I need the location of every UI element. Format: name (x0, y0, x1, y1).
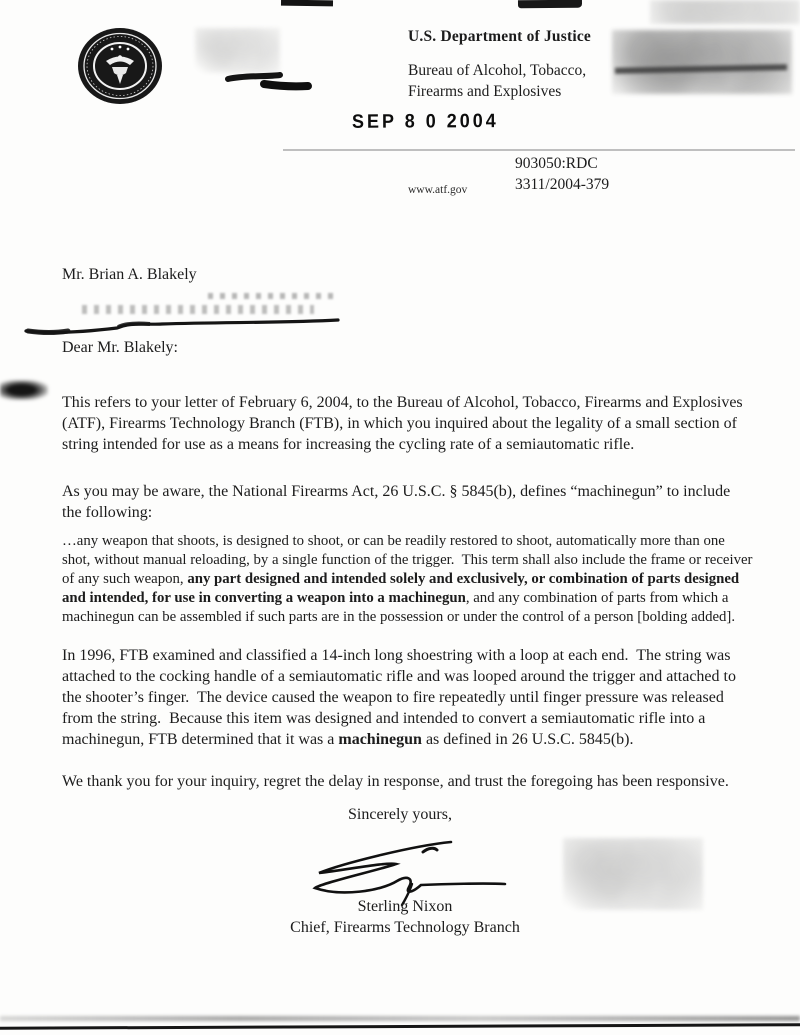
paragraph-1996-classification (62, 645, 748, 750)
scan-bottom-edge (0, 1023, 800, 1030)
department-title: U.S. Department of Justice (408, 28, 591, 45)
statute-quote (62, 532, 756, 627)
file-reference: 903050:RDC (515, 155, 598, 172)
case-reference: 3311/2004-379 (515, 176, 610, 193)
paragraph-nfa-definition: As you may be aware, the National Firearms Act, 26 U.S.C. § 5845(b), defines “machinegun” to include the following: (62, 483, 735, 521)
paragraph-1996-lead: In 1996, FTB examined and classified a 14-inch long shoestring with a loop at each end. The string was attached to the cocking handle of a semiautomatic rifle and was looped around the trigger and attached to the shooter’s finger. The device caused the weapon to fire repeatedly until finger pressure was released from the string. Because this item was designed and intended to convert a semiautomatic rifle into a machinegun, FTB determined that it was a (62, 647, 740, 748)
statute-quote-tail: , and any combination of parts from which a machinegun can be assembled if such parts are in the possession or under the control of a person [bolding added]. (62, 589, 736, 625)
scan-bottom-fuzz (0, 1016, 800, 1021)
website-url: www.atf.gov (408, 184, 468, 196)
doj-seal-icon (76, 26, 164, 106)
bureau-name-line1: Bureau of Alcohol, Tobacco, (408, 62, 587, 79)
statute-quote-lead: …any weapon that shoots, is designed to shoot, or can be readily restored to shoot, automatically more than one shot, without manual reloading, by a single function of the trigger. This term shall also include the frame or receiver of any such weapon, (62, 532, 757, 587)
redacted-address-ghost (208, 293, 334, 299)
scan-ink-smudge (224, 68, 316, 94)
scan-line-artifact (283, 149, 795, 151)
bureau-name-line2: Firearms and Explosives (408, 83, 562, 100)
paragraph-thanks: We thank you for your inquiry, regret the delay in response, and trust the foregoing has been responsive. (62, 773, 729, 790)
statute-quote-bold: any part designed and intended solely and exclusively, or combination of parts designed and intended, for use in converting a weapon into a machinegun (62, 570, 743, 606)
scan-noise-signature-area (563, 838, 703, 910)
scan-speckle (195, 28, 280, 73)
paragraph-1996-tail: as defined in 26 U.S.C. 5845(b). (421, 731, 634, 748)
salutation: Dear Mr. Blakely: (62, 339, 178, 356)
scan-edge-smudge (0, 380, 48, 400)
redaction-scribble (22, 312, 342, 336)
signature-block (250, 896, 560, 938)
signer-title: Chief, Firearms Technology Branch (290, 919, 520, 936)
signer-name: Sterling Nixon (357, 898, 453, 915)
scan-artifact-top-mark (281, 0, 333, 6)
scan-noise-top-right (650, 0, 800, 24)
scan-artifact-top-mark (518, 0, 582, 8)
paragraph-intro: This refers to your letter of February 6, 2004, to the Bureau of Alcohol, Tobacco, Firearms and Explosives (ATF), Firearms Technology Branch (FTB), in which you inquired about the legality of a small section of string intended for use as a means for increasing the cycling rate of a semiautomatic rifle. (62, 394, 747, 453)
received-date-stamp: SEP 8 0 2004 (351, 109, 499, 133)
recipient-name: Mr. Brian A. Blakely (62, 266, 197, 283)
closing-phrase: Sincerely yours, (348, 806, 452, 823)
scan-noise-right (612, 30, 792, 94)
paragraph-1996-bold: machinegun (338, 731, 422, 748)
